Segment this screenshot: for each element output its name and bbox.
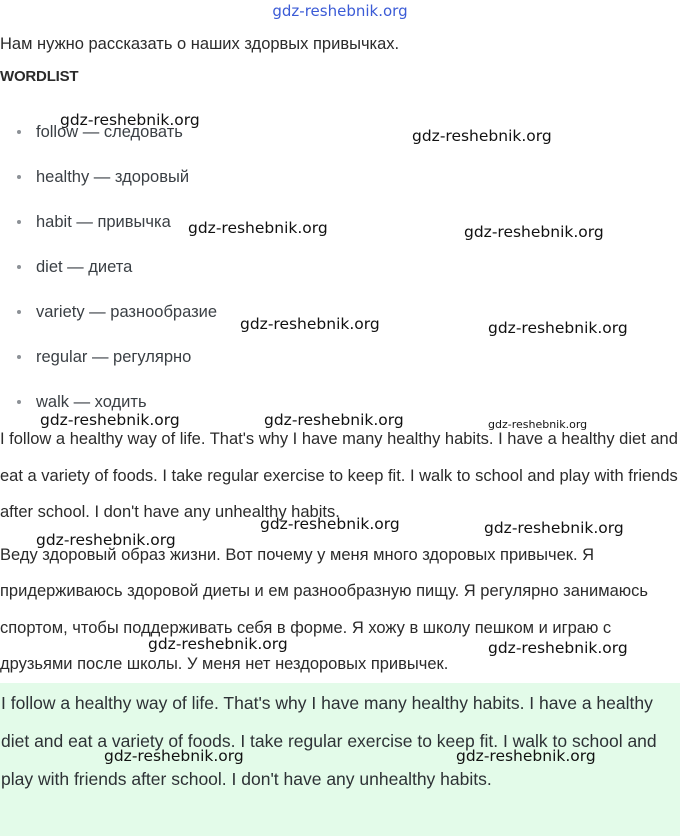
watermark: gdz-reshebnik.org (488, 418, 588, 431)
wordlist-title: WORDLIST (0, 68, 79, 85)
watermark: gdz-reshebnik.org (484, 519, 624, 537)
wordlist-item-text: diet — диета (36, 258, 133, 276)
watermark: gdz-reshebnik.org (464, 223, 604, 241)
bullet-icon (17, 220, 21, 224)
wordlist-item (0, 162, 217, 207)
watermark: gdz-reshebnik.org (488, 639, 628, 657)
wordlist-item (0, 342, 217, 387)
watermark: gdz-reshebnik.org (60, 111, 200, 129)
intro-text: Нам нужно рассказать о наших здорвых привычках. (0, 35, 400, 53)
watermark: gdz-reshebnik.org (104, 747, 244, 765)
wordlist-item-text: healthy — здоровый (36, 168, 190, 186)
wordlist-item-text: habit — привычка (36, 213, 171, 231)
watermark: gdz-reshebnik.org (260, 515, 400, 533)
wordlist-item-text: variety — разнообразие (36, 303, 218, 321)
wordlist (0, 117, 217, 432)
watermark: gdz-reshebnik.org (148, 635, 288, 653)
wordlist-item (0, 207, 217, 252)
bullet-icon (17, 265, 21, 269)
russian-translation: Веду здоровый образ жизни. Вот почему у меня много здоровых привычек. Я придерживаюсь здоровой диеты и ем разнообразную пищу. Я регулярно занимаюсь спортом, чтобы поддерживать себя в форме. Я хожу в школу пешком и играю с друзьями после школы. У меня нет нездоровых привычек. (0, 546, 648, 673)
english-text: I follow a healthy way of life. That's why I have many healthy habits. I have a healthy diet and eat a variety of foods. I take regular exercise to keep fit. I walk to school and play with friends after school. I don't have any unhealthy habits. (0, 430, 678, 521)
bullet-icon (17, 400, 21, 404)
bullet-icon (17, 355, 21, 359)
wordlist-item (0, 297, 217, 342)
wordlist-item-text: walk — ходить (36, 393, 147, 411)
wordlist-item-text: regular — регулярно (36, 348, 192, 366)
watermark: gdz-reshebnik.org (488, 319, 628, 337)
bullet-icon (17, 130, 21, 134)
wordlist-item (0, 252, 217, 297)
watermark: gdz-reshebnik.org (36, 531, 176, 549)
watermark: gdz-reshebnik.org (412, 127, 552, 145)
watermark: gdz-reshebnik.org (40, 411, 180, 429)
watermark: gdz-reshebnik.org (188, 219, 328, 237)
bullet-icon (17, 310, 21, 314)
bullet-icon (17, 175, 21, 179)
wordlist-item-text: follow — следовать (36, 123, 183, 141)
watermark: gdz-reshebnik.org (240, 315, 380, 333)
watermark: gdz-reshebnik.org (264, 411, 404, 429)
watermark: gdz-reshebnik.org (456, 747, 596, 765)
answer-text: I follow a healthy way of life. That's why I have many healthy habits. I have a healthy diet and eat a variety of foods. I take regular exercise to keep fit. I walk to school and play with friends after school. I don't have any unhealthy habits. (1, 693, 657, 789)
site-header-link[interactable]: gdz-reshebnik.org (272, 2, 408, 20)
